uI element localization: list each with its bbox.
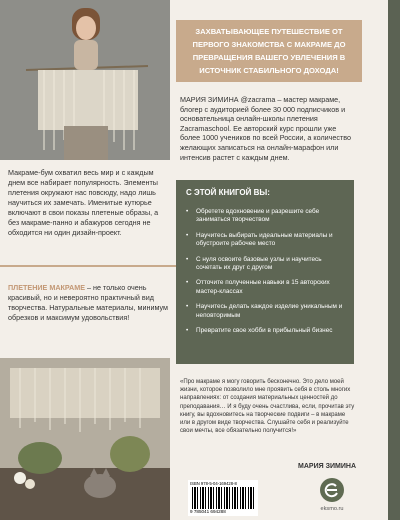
spine [388,0,400,520]
publisher-logo-icon [320,478,344,502]
benefit-item: • Научитесь делать каждое изделие уникальным и неповторимым [186,303,346,320]
divider [0,265,176,267]
benefit-item: • Превратите свое хобби в прибыльный бизнес [186,327,346,335]
benefit-item: • Отточите полученные навыки в 15 авторских мастер-классах [186,279,346,296]
publisher-site: eksmo.ru [320,506,344,512]
quote-author: МАРИЯ ЗИМИНА [298,463,356,470]
isbn: ISBN 978-5-04-169428-8 [190,481,237,486]
benefits-list [186,208,346,342]
benefit-item: • Научитесь выбирать идеальные материалы и обустроите рабочее место [186,232,346,249]
benefits-title: С ЭТОЙ КНИГОЙ ВЫ: [186,188,270,197]
macrame-description-text: – не только очень красивый, но и невероятно практичный вид творчества. Натуральные материалы, минимум обрезков и максимум удовольствия! [8,283,168,322]
author-quote: «Про макраме я могу говорить бесконечно. Это дело моей жизни, которое позволило мне проявить себя в столь многих направлениях: от создания материальных ценностей до преподавания… И я буду очень счастлива, если, прочитав эту книгу, вы вдохновитесь на творческие подвиги – в макраме или в другом виде творчества. Слушайте себя и реализуйте свои мечты, все обязательно получится!» [180,379,355,435]
benefit-item: • С нуля освоите базовые узлы и научитесь сочетать их друг с другом [186,256,346,273]
macrame-highlight: ПЛЕТЕНИЕ МАКРАМЕ [8,283,86,292]
intro-text: Макраме-бум охватил весь мир и с каждым днем все набирает популярность. Элементы плетения окружают нас повсюду, надо лишь научиться их замечать. Именитые кутюрье включают в свои показы плетеные образы, а без макраме-панно и абажуров сегодня не обходится ни один дизайн-проект. [8,168,159,237]
benefit-item: • Обретете вдохновение и разрешите себе заниматься творчеством [186,208,346,225]
macrame-description [8,283,170,323]
benefits-panel [176,180,354,364]
barcode [188,480,258,516]
promo-box [176,20,362,82]
author-bio: МАРИЯ ЗИМИНА @zacrama – мастер макраме, блогер с аудиторией более 30 000 подписчиков и основательница онлайн-школы плетения Zacramaschool. Ее авторский курс прошли уже более 1000 учеников по всей России, а количество желающих записаться на онлайн-марафон или интенсив растет с каждым днем. [180,95,352,162]
interior-photo [0,358,170,520]
author-photo [0,0,170,160]
promo-text: ЗАХВАТЫВАЮЩЕЕ ПУТЕШЕСТВИЕ ОТ ПЕРВОГО ЗНАКОМСТВА С МАКРАМЕ ДО ПРЕВРАЩЕНИЯ ВАШЕГО УВЛЕЧЕНИЯ В ИСТОЧНИК СТАБИЛЬНОГО ДОХОДА! [192,27,346,75]
barcode-digits: 9 785041 694288 [190,509,226,514]
barcode-bars [192,487,254,509]
